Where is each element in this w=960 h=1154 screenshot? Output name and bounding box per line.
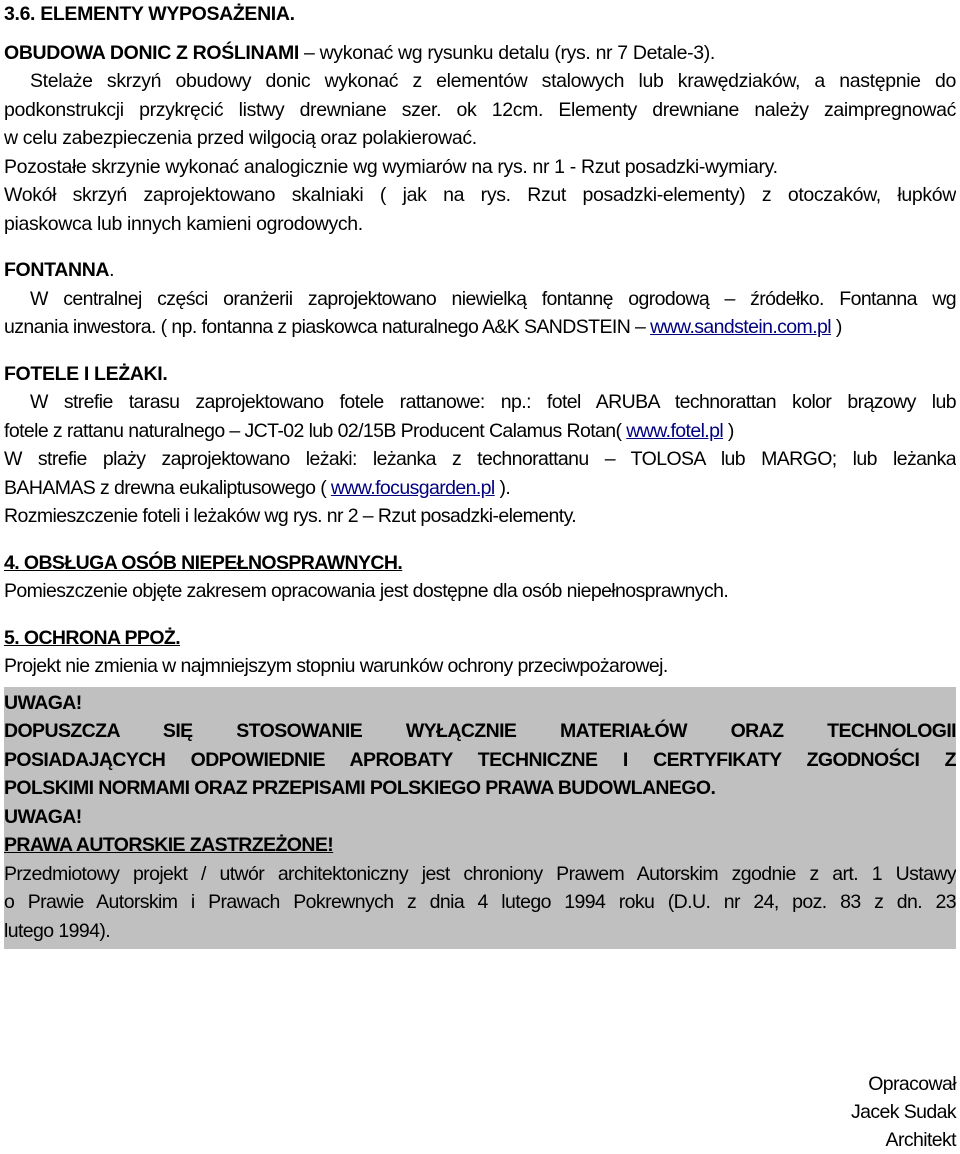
- materials-line: DOPUSZCZA SIĘ STOSOWANIE WYŁĄCZNIE MATERIAŁÓW ORAZ TECHNOLOGII: [4, 720, 956, 742]
- planters-title: OBUDOWA DONIC Z ROŚLINAMI: [4, 41, 299, 64]
- copyright-title: PRAWA AUTORSKIE ZASTRZEŻONE!: [4, 834, 334, 856]
- materials-line: POLSKIMI NORMAMI ORAZ PRZEPISAMI POLSKIEGO PRAWA BUDOWLANEGO.: [4, 777, 716, 799]
- signature-role: Architekt: [885, 1129, 956, 1151]
- copyright-line: o Prawie Autorskim i Prawach Pokrewnych z dnia 4 lutego 1994 roku (D.U. nr 24, poz. 83 z dn. 23: [4, 891, 956, 913]
- planters-paragraph-line: w celu zabezpieczenia przed wilgocią oraz polakierować.: [4, 127, 477, 149]
- planters-title-line: [4, 39, 956, 68]
- signature-block: [851, 1070, 956, 1154]
- section-4-text: Pomieszczenie objęte zakresem opracowania jest dostępne dla osób niepełnosprawnych.: [4, 580, 729, 602]
- section-heading: 3.6. ELEMENTY WYPOSAŻENIA.: [4, 3, 295, 25]
- copyright-line: lutego 1994).: [4, 919, 111, 942]
- copyright-line: Przedmiotowy projekt / utwór architektoniczny jest chroniony Prawem Autorskim zgodnie z art. 1 Ustawy: [4, 862, 956, 885]
- fountain-paragraph-line: W centralnej części oranżerii zaprojektowano niewielką fontannę ogrodową – źródełko. Fontanna wg: [30, 287, 956, 310]
- fountain-title: FONTANNA: [4, 259, 110, 281]
- signature-name: Jacek Sudak: [850, 1101, 956, 1123]
- planters-paragraph-line: Wokół skrzyń zaprojektowano skalniaki ( jak na rys. Rzut posadzki-elementy) z otoczaków, łupków: [4, 184, 956, 206]
- planters-paragraph-line: podkonstrukcji przykręcić listwy drewniane szer. ok 12cm. Elementy drewniane należy zaimpregnować: [4, 98, 956, 121]
- signature-label: Opracował: [868, 1073, 956, 1095]
- furniture-text: BAHAMAS z drewna eukaliptusowego (: [4, 476, 331, 499]
- notice-box: [4, 687, 956, 950]
- furniture-title: FOTELE I LEŻAKI.: [4, 362, 168, 385]
- warning-label: UWAGA!: [4, 805, 82, 828]
- section-4-heading: 4. OBSŁUGA OSÓB NIEPEŁNOSPRAWNYCH.: [4, 551, 403, 574]
- focusgarden-link[interactable]: www.focusgarden.pl: [330, 476, 495, 499]
- fotel-link[interactable]: www.fotel.pl: [626, 419, 724, 442]
- furniture-text-end: ).: [494, 476, 511, 499]
- materials-line: POSIADAJĄCYCH ODPOWIEDNIE APROBATY TECHNICZNE I CERTYFIKATY ZGODNOŚCI Z: [4, 748, 956, 771]
- furniture-paragraph-line: [4, 417, 956, 446]
- planters-paragraph-line: Pozostałe skrzynie wykonać analogicznie wg wymiarów na rys. nr 1 - Rzut posadzki-wymiary.: [4, 155, 778, 178]
- sandstein-link[interactable]: www.sandstein.com.pl: [650, 316, 831, 338]
- section-5-text: Projekt nie zmienia w najmniejszym stopniu warunków ochrony przeciwpożarowej.: [4, 655, 668, 677]
- planters-paragraph-line: Stelaże skrzyń obudowy donic wykonać z elementów stalowych lub krawędziaków, a następnie do: [30, 70, 956, 92]
- furniture-text-end: ): [723, 419, 734, 442]
- section-5-heading: 5. OCHRONA PPOŻ.: [4, 626, 181, 649]
- fountain-text-end: ): [831, 316, 842, 338]
- fountain-title-dot: .: [109, 259, 115, 281]
- furniture-text: fotele z rattanu naturalnego – JCT-02 lub 02/15B Producent Calamus Rotan(: [4, 419, 627, 442]
- furniture-paragraph-line: W strefie plaży zaprojektowano leżaki: leżanka z technorattanu – TOLOSA lub MARGO; lub leżanka: [4, 448, 956, 470]
- furniture-paragraph-line: W strefie tarasu zaprojektowano fotele rattanowe: np.: fotel ARUBA technorattan kolor brązowy lub: [30, 391, 956, 413]
- furniture-paragraph-line: [4, 474, 956, 503]
- fountain-paragraph-line: [4, 313, 956, 342]
- planters-title-rest: – wykonać wg rysunku detalu (rys. nr 7 Detale-3).: [298, 41, 715, 64]
- furniture-paragraph-line: Rozmieszczenie foteli i leżaków wg rys. nr 2 – Rzut posadzki-elementy.: [4, 505, 577, 527]
- fountain-text: uznania inwestora. ( np. fontanna z piaskowca naturalnego A&K SANDSTEIN –: [4, 316, 651, 338]
- warning-label: UWAGA!: [4, 691, 82, 714]
- fountain-title-line: [4, 256, 956, 285]
- planters-paragraph-line: piaskowca lub innych kamieni ogrodowych.: [4, 212, 363, 235]
